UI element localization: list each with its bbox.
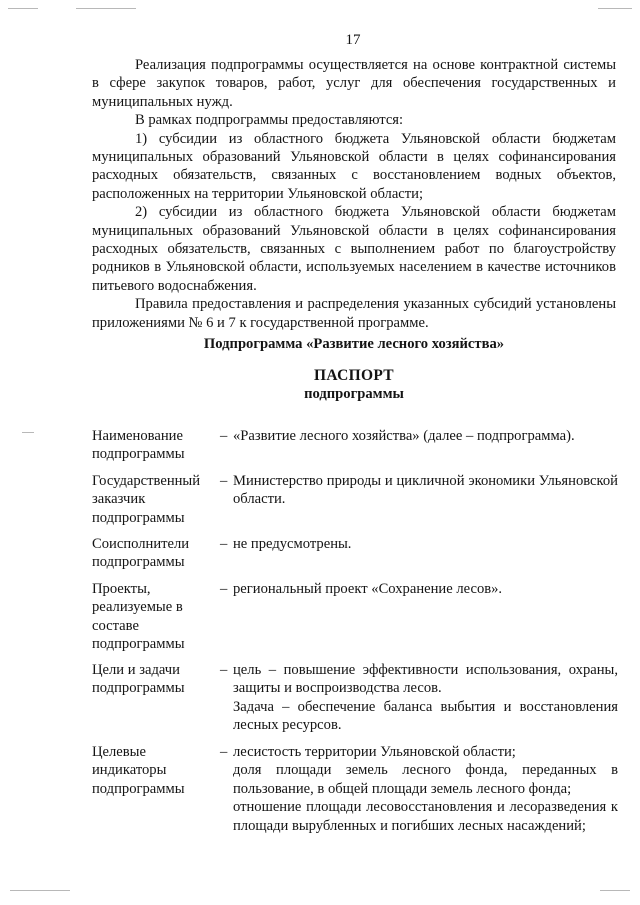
row-value-line: «Развитие лесного хозяйства» (далее – подпрограмма). bbox=[233, 428, 575, 444]
row-value bbox=[233, 427, 618, 445]
scan-artifact bbox=[76, 8, 136, 9]
row-label: Соисполнители подпрограммы bbox=[92, 536, 190, 571]
row-value bbox=[233, 743, 618, 835]
row-value-line: отношение площади лесовосстановления и лесоразведения к площади вырубленных и погибших лесных насаждений; bbox=[233, 799, 618, 834]
body-text bbox=[92, 56, 616, 332]
row-dash: – bbox=[220, 662, 228, 678]
row-value-line: региональный проект «Сохранение лесов». bbox=[233, 581, 503, 597]
paragraph: Реализация подпрограммы осуществляется на основе контрактной системы в сфере закупок товаров, работ, услуг для обеспечения государственных и муниципальных нужд. bbox=[92, 57, 616, 110]
row-label: Наименование подпрограммы bbox=[92, 428, 185, 463]
row-value-line: лесистость территории Ульяновской области; bbox=[233, 744, 516, 760]
row-value-line: доля площади земель лесного фонда, переданных в пользование, в общей площади земель лесного фонда; bbox=[233, 762, 618, 797]
scan-artifact bbox=[22, 432, 34, 433]
scan-artifact bbox=[8, 8, 38, 9]
scan-artifact bbox=[600, 890, 630, 891]
row-dash: – bbox=[220, 473, 228, 489]
subprogram-title: Подпрограмма «Развитие лесного хозяйства» bbox=[203, 336, 505, 352]
row-value-line: не предусмотрены. bbox=[233, 536, 352, 552]
paragraph: 2) субсидии из областного бюджета Ульяновской области бюджетам муниципальных образований Ульяновской области в целях софинансирования расходных обязательств, связанных с выполнением работ по благоустройству родников в Ульяновской области, используемых населением в качестве источников питьевого водоснабжения. bbox=[92, 204, 616, 294]
passport-title: ПАСПОРТ bbox=[314, 367, 394, 384]
row-value bbox=[233, 580, 618, 598]
row-dash: – bbox=[220, 428, 228, 444]
row-dash: – bbox=[220, 581, 228, 597]
row-value-line: Задача – обеспечение баланса выбытия и восстановления лесных ресурсов. bbox=[233, 698, 618, 734]
row-label: Цели и задачи подпрограммы bbox=[92, 662, 185, 697]
row-value bbox=[233, 472, 618, 509]
page-number: 17 bbox=[345, 32, 361, 48]
paragraph: 1) субсидии из областного бюджета Ульяновской области бюджетам муниципальных образований Ульяновской области в целях софинансирования расходных обязательств, связанных с восстановлением водных объектов, расположенных на территории Ульяновской области; bbox=[92, 130, 616, 202]
scan-artifact bbox=[10, 890, 70, 891]
paragraph: Правила предоставления и распределения указанных субсидий установлены приложениями № 6 и 7 к государственной программе. bbox=[92, 296, 616, 331]
row-dash: – bbox=[220, 536, 228, 552]
row-label: Государственный заказчик подпрограммы bbox=[92, 473, 201, 526]
row-value-line: цель – повышение эффективности использования, охраны, защиты и воспроизводства лесов. bbox=[233, 662, 618, 697]
passport-subtitle: подпрограммы bbox=[304, 386, 404, 402]
paragraph: В рамках подпрограммы предоставляются: bbox=[135, 112, 404, 129]
row-label: Проекты, реализуемые в составе подпрограммы bbox=[92, 581, 185, 653]
row-value bbox=[233, 661, 618, 735]
row-value-line: Министерство природы и цикличной экономики Ульяновской области. bbox=[233, 473, 618, 508]
row-value bbox=[233, 535, 618, 553]
row-label: Целевые индикаторы подпрограммы bbox=[92, 744, 185, 797]
scan-artifact bbox=[598, 8, 632, 9]
row-dash: – bbox=[220, 744, 228, 760]
